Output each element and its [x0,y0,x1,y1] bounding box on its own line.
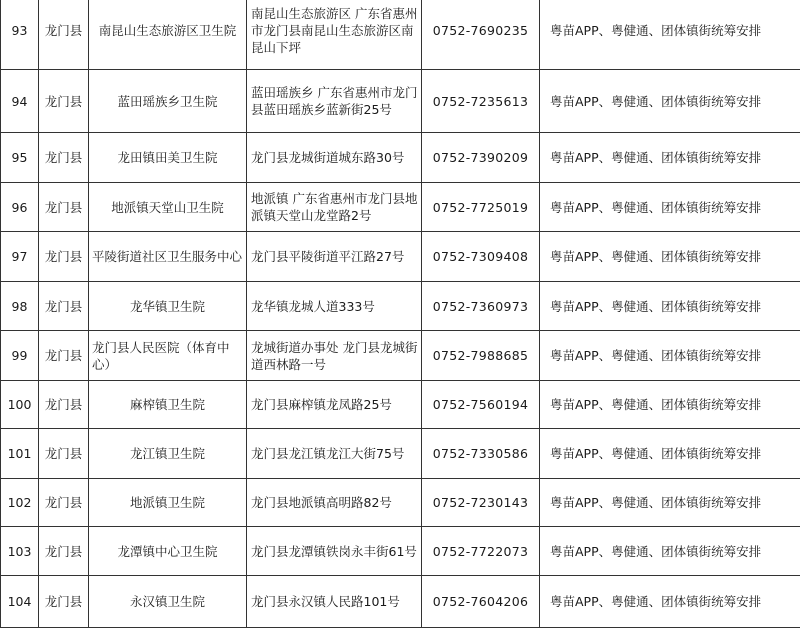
address-cell: 龙城街道办事处 龙门县龙城街道西林路一号 [247,331,422,381]
booking-channel-cell: 粤苗APP、粤健通、团体镇街统筹安排 [540,70,800,133]
phone-cell: 0752-7722073 [422,527,540,576]
county-cell: 龙门县 [39,0,89,70]
table-row [1,133,800,183]
table-row [1,0,800,70]
row-number: 96 [1,183,39,232]
table-row [1,70,800,133]
institution-cell: 平陵街道社区卫生服务中心 [89,232,247,282]
phone-cell: 0752-7309408 [422,232,540,282]
row-number: 97 [1,232,39,282]
institution-cell: 龙华镇卫生院 [89,282,247,331]
booking-channel-cell: 粤苗APP、粤健通、团体镇街统筹安排 [540,429,800,479]
address-cell: 蓝田瑶族乡 广东省惠州市龙门县蓝田瑶族乡蓝新街25号 [247,70,422,133]
county-cell: 龙门县 [39,527,89,576]
table-row [1,429,800,479]
booking-channel-cell: 粤苗APP、粤健通、团体镇街统筹安排 [540,576,800,628]
table-body [1,0,800,628]
table-row [1,282,800,331]
row-number: 102 [1,479,39,527]
county-cell: 龙门县 [39,183,89,232]
county-cell: 龙门县 [39,576,89,628]
address-cell: 龙门县龙潭镇铁岗永丰街61号 [247,527,422,576]
booking-channel-cell: 粤苗APP、粤健通、团体镇街统筹安排 [540,232,800,282]
table-row [1,527,800,576]
address-cell: 龙门县龙城街道城东路30号 [247,133,422,183]
county-cell: 龙门县 [39,133,89,183]
address-cell: 龙门县麻榨镇龙凤路25号 [247,381,422,429]
county-cell: 龙门县 [39,70,89,133]
row-number: 100 [1,381,39,429]
table-row [1,479,800,527]
booking-channel-cell: 粤苗APP、粤健通、团体镇街统筹安排 [540,0,800,70]
institution-cell: 地派镇卫生院 [89,479,247,527]
phone-cell: 0752-7560194 [422,381,540,429]
county-cell: 龙门县 [39,381,89,429]
phone-cell: 0752-7390209 [422,133,540,183]
phone-cell: 0752-7330586 [422,429,540,479]
address-cell: 龙门县平陵街道平江路27号 [247,232,422,282]
booking-channel-cell: 粤苗APP、粤健通、团体镇街统筹安排 [540,479,800,527]
row-number: 104 [1,576,39,628]
table-row [1,232,800,282]
phone-cell: 0752-7604206 [422,576,540,628]
row-number: 103 [1,527,39,576]
address-cell: 龙门县龙江镇龙江大街75号 [247,429,422,479]
institution-cell: 龙江镇卫生院 [89,429,247,479]
address-cell: 龙门县地派镇高明路82号 [247,479,422,527]
booking-channel-cell: 粤苗APP、粤健通、团体镇街统筹安排 [540,331,800,381]
phone-cell: 0752-7725019 [422,183,540,232]
address-cell: 南昆山生态旅游区 广东省惠州市龙门县南昆山生态旅游区南昆山下坪 [247,0,422,70]
booking-channel-cell: 粤苗APP、粤健通、团体镇街统筹安排 [540,183,800,232]
institution-cell: 南昆山生态旅游区卫生院 [89,0,247,70]
phone-cell: 0752-7988685 [422,331,540,381]
institution-cell: 地派镇天堂山卫生院 [89,183,247,232]
county-cell: 龙门县 [39,232,89,282]
row-number: 94 [1,70,39,133]
booking-channel-cell: 粤苗APP、粤健通、团体镇街统筹安排 [540,133,800,183]
address-cell: 地派镇 广东省惠州市龙门县地派镇天堂山龙堂路2号 [247,183,422,232]
booking-channel-cell: 粤苗APP、粤健通、团体镇街统筹安排 [540,282,800,331]
booking-channel-cell: 粤苗APP、粤健通、团体镇街统筹安排 [540,381,800,429]
table-row [1,183,800,232]
phone-cell: 0752-7235613 [422,70,540,133]
address-cell: 龙门县永汉镇人民路101号 [247,576,422,628]
institution-cell: 龙潭镇中心卫生院 [89,527,247,576]
institution-cell: 永汉镇卫生院 [89,576,247,628]
table-row [1,381,800,429]
row-number: 98 [1,282,39,331]
address-cell: 龙华镇龙城人道333号 [247,282,422,331]
institution-cell: 龙田镇田美卫生院 [89,133,247,183]
row-number: 95 [1,133,39,183]
row-number: 99 [1,331,39,381]
phone-cell: 0752-7690235 [422,0,540,70]
county-cell: 龙门县 [39,429,89,479]
institution-cell: 麻榨镇卫生院 [89,381,247,429]
phone-cell: 0752-7360973 [422,282,540,331]
institution-cell: 蓝田瑶族乡卫生院 [89,70,247,133]
table-row [1,331,800,381]
county-cell: 龙门县 [39,282,89,331]
county-cell: 龙门县 [39,331,89,381]
row-number: 101 [1,429,39,479]
county-cell: 龙门县 [39,479,89,527]
table-row [1,576,800,628]
row-number: 93 [1,0,39,70]
institution-cell: 龙门县人民医院（体育中心） [89,331,247,381]
booking-channel-cell: 粤苗APP、粤健通、团体镇街统筹安排 [540,527,800,576]
phone-cell: 0752-7230143 [422,479,540,527]
